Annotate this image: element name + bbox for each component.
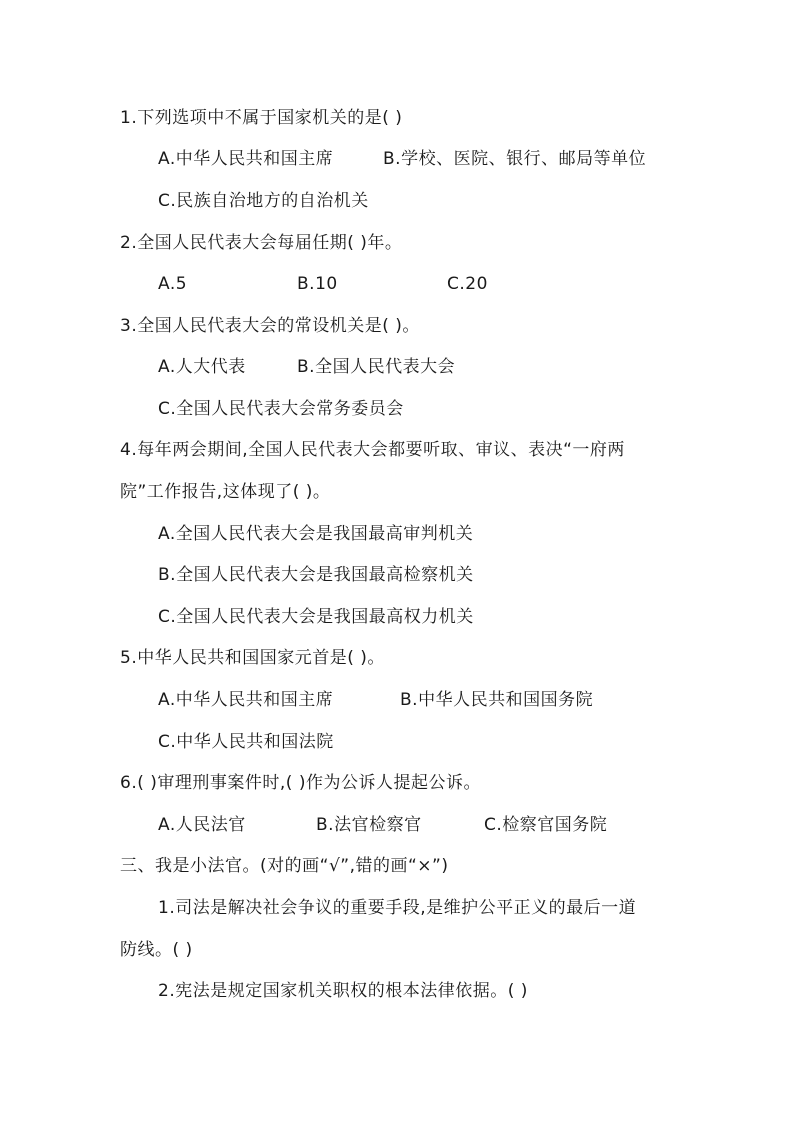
question-5-option-b: B.中华人民共和国国务院 [400, 690, 594, 710]
question-2-option-b: B.10 [297, 274, 338, 294]
section-3-item-2: 2.宪法是规定国家机关职权的根本法律依据。( ) [158, 981, 528, 1001]
question-1-option-a: A.中华人民共和国主席 [158, 149, 334, 169]
question-6-stem: 6.( )审理刑事案件时,( )作为公诉人提起公诉。 [120, 773, 481, 793]
section-3-title: 三、我是小法官。(对的画“√”,错的画“×”) [120, 856, 449, 876]
question-3-option-c: C.全国人民代表大会常务委员会 [158, 399, 404, 419]
question-5-stem: 5.中华人民共和国国家元首是( )。 [120, 648, 385, 668]
question-4-option-c: C.全国人民代表大会是我国最高权力机关 [158, 607, 474, 627]
section-3-item-1-line2: 防线。( ) [120, 940, 193, 960]
question-4-option-a: A.全国人民代表大会是我国最高审判机关 [158, 524, 474, 544]
question-1-option-b: B.学校、医院、银行、邮局等单位 [383, 149, 647, 169]
question-2-option-a: A.5 [158, 274, 188, 294]
question-2-stem: 2.全国人民代表大会每届任期( )年。 [120, 233, 403, 253]
question-4-option-b: B.全国人民代表大会是我国最高检察机关 [158, 565, 474, 585]
question-2-option-c: C.20 [447, 274, 488, 294]
question-3-stem: 3.全国人民代表大会的常设机关是( )。 [120, 316, 420, 336]
question-6-option-c: C.检察官国务院 [484, 815, 608, 835]
question-1-stem: 1.下列选项中不属于国家机关的是( ) [120, 108, 403, 128]
question-6-option-b: B.法官检察官 [316, 815, 422, 835]
question-4-stem-line1: 4.每年两会期间,全国人民代表大会都要听取、审议、表决“一府两 [120, 440, 625, 460]
question-3-option-b: B.全国人民代表大会 [297, 357, 456, 377]
question-6-option-a: A.人民法官 [158, 815, 246, 835]
section-3-item-1-line1: 1.司法是解决社会争议的重要手段,是维护公平正义的最后一道 [158, 898, 637, 918]
question-5-option-a: A.中华人民共和国主席 [158, 690, 334, 710]
question-4-stem-line2: 院”工作报告,这体现了( )。 [120, 482, 331, 502]
question-5-option-c: C.中华人民共和国法院 [158, 732, 334, 752]
question-1-option-c: C.民族自治地方的自治机关 [158, 191, 369, 211]
question-3-option-a: A.人大代表 [158, 357, 246, 377]
